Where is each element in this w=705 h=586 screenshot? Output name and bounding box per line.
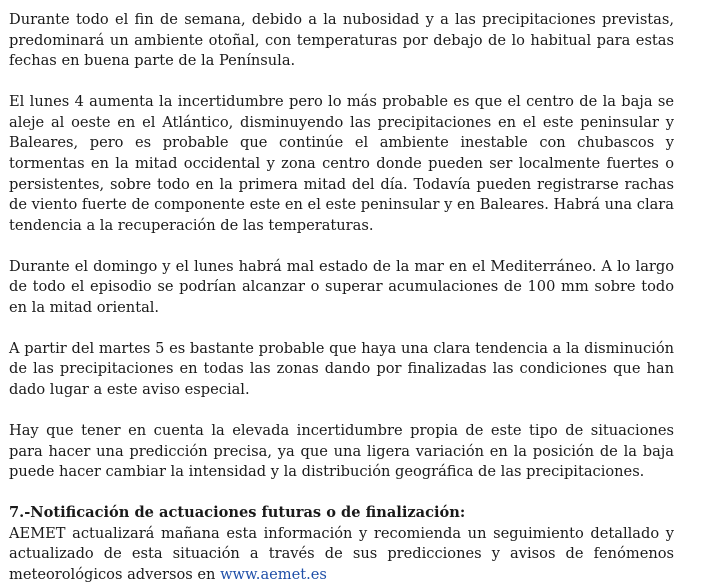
paragraph-uncertainty: Hay que tener en cuenta la elevada incertidumbre propia de este tipo de situaciones para hacer una predicción precisa, ya que una ligera variación en la posición de la baja puede hacer cambiar la intensidad y la distribución geográfica de las precipitaciones. xyxy=(9,422,674,481)
section-body xyxy=(9,524,674,586)
paragraph-weekend-outlook: Durante todo el fin de semana, debido a la nubosidad y a las precipitaciones previstas, predominará un ambiente otoñal, con temperaturas por debajo de lo habitual para estas fechas en buena parte de la Península. xyxy=(9,11,674,70)
paragraph-tuesday-trend: A partir del martes 5 es bastante probable que haya una clara tendencia a la disminución de las precipitaciones en todas las zonas dando por finalizadas las condiciones que han dado lugar a este aviso especial. xyxy=(9,339,674,399)
section-heading: 7.-Notificación de actuaciones futuras o de finalización: xyxy=(9,504,466,522)
section-notification xyxy=(9,503,674,585)
section-body-text: AEMET actualizará mañana esta información y recomienda un seguimiento detallado y actualizado de esta situación a través de sus predicciones y avisos de fenómenos meteorológicos adversos en xyxy=(9,524,674,584)
paragraph-sea-state: Durante el domingo y el lunes habrá mal estado de la mar en el Mediterráneo. A lo largo de todo el episodio se podrían alcanzar o superar acumulaciones de 100 mm sobre todo en la mitad oriental. xyxy=(9,257,674,316)
paragraph-monday-forecast: El lunes 4 aumenta la incertidumbre pero lo más probable es que el centro de la baja se aleje al oeste en el Atlántico, disminuyendo las precipitaciones en el este peninsular y Baleares, pero es probable que continúe el ambiente inestable con chubascos y tormentas en la mitad occidental y zona centro donde pueden ser localmente fuertes o persistentes, sobre todo en la primera mitad del día. Todavía pueden registrarse rachas de viento fuerte de componente este en el este peninsular y en Baleares. Habrá una clara tendencia a la recuperación de las temperaturas. xyxy=(9,93,674,234)
aemet-website-link[interactable]: www.aemet.es xyxy=(220,566,327,584)
